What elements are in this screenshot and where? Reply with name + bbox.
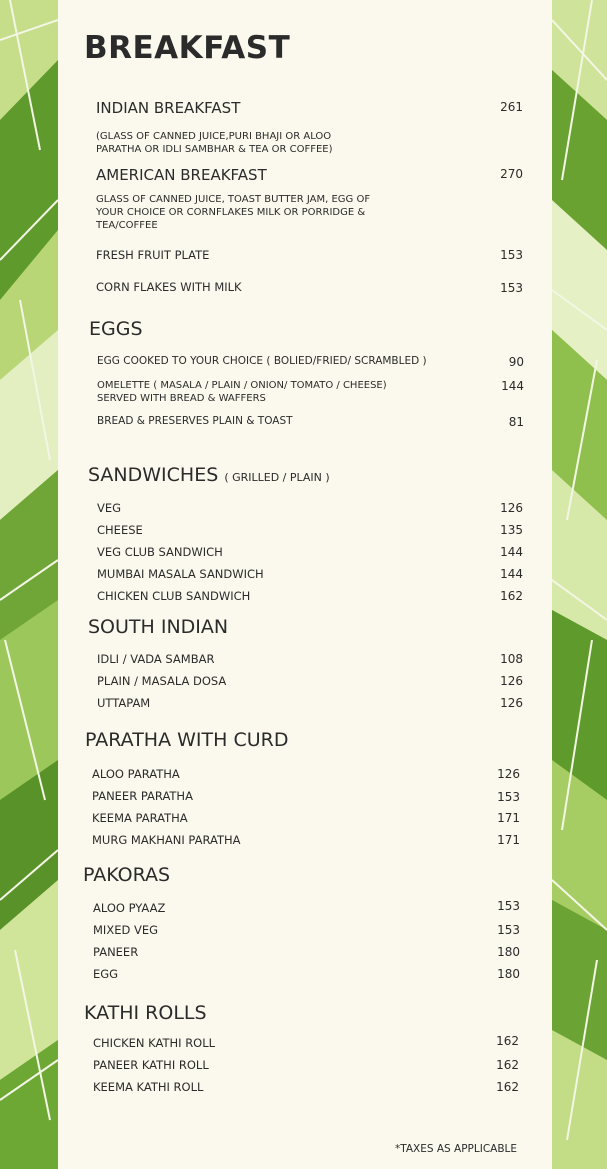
section-title-kathi-rolls: KATHI ROLLS: [84, 1002, 207, 1024]
list-item-price: 126: [497, 767, 520, 781]
list-item: VEG CLUB SANDWICH: [97, 545, 223, 559]
list-item: FRESH FRUIT PLATE: [96, 248, 210, 262]
list-item-price: 171: [497, 811, 520, 825]
list-item-price: 153: [500, 281, 523, 295]
list-item: ALOO PYAAZ: [93, 901, 166, 915]
indian-breakfast-price: 261: [500, 100, 523, 114]
list-item: CHEESE: [97, 523, 143, 537]
list-item: EGG COOKED TO YOUR CHOICE ( BOLIED/FRIED/ SCRAMBLED ): [97, 355, 427, 367]
list-item-price: 126: [500, 696, 523, 710]
american-breakfast-desc: GLASS OF CANNED JUICE, TOAST BUTTER JAM, EGG OF YOUR CHOICE OR CORNFLAKES MILK OR PORRIDGE & TEA/COFFEE: [96, 194, 371, 231]
section-title-sandwiches: [88, 464, 330, 486]
list-item-price: 126: [500, 501, 523, 515]
sandwiches-subtitle: ( GRILLED / PLAIN ): [224, 471, 330, 484]
leaf-border-left: [0, 0, 58, 1169]
list-item-price: 126: [500, 674, 523, 688]
list-item-price: 153: [497, 899, 520, 913]
section-title-south-indian: SOUTH INDIAN: [88, 616, 229, 638]
list-item: ALOO PARATHA: [92, 767, 180, 781]
list-item: CHICKEN KATHI ROLL: [93, 1036, 216, 1050]
section-title-paratha: PARATHA WITH CURD: [85, 729, 289, 751]
list-item: MUMBAI MASALA SANDWICH: [97, 567, 264, 581]
list-item: PLAIN / MASALA DOSA: [97, 674, 227, 688]
list-item-price: 162: [496, 1080, 519, 1094]
page-title: BREAKFAST: [84, 30, 291, 66]
list-item-price: 81: [508, 415, 524, 429]
list-item-price: 162: [500, 589, 523, 603]
list-item-price: 144: [500, 567, 523, 581]
list-item: MURG MAKHANI PARATHA: [92, 833, 241, 847]
list-item-price: 162: [496, 1034, 519, 1048]
list-item-price: 153: [500, 248, 523, 262]
list-item-price: 135: [500, 523, 523, 537]
american-breakfast-price: 270: [500, 167, 523, 181]
list-item: EGG: [93, 967, 119, 981]
list-item: MIXED VEG: [93, 923, 159, 937]
list-item: UTTAPAM: [97, 696, 151, 710]
list-item: PANEER: [93, 945, 139, 959]
sandwiches-title: SANDWICHES: [88, 464, 219, 486]
list-item-price: 162: [496, 1058, 519, 1072]
indian-breakfast-desc: (GLASS OF CANNED JUICE,PURI BHAJI OR ALOO PARATHA OR IDLI SAMBHAR & TEA OR COFFEE): [96, 131, 333, 155]
list-item: KEEMA PARATHA: [92, 811, 188, 825]
list-item: CORN FLAKES WITH MILK: [96, 280, 242, 294]
list-item-price: 108: [500, 652, 523, 666]
list-item-price: 90: [508, 355, 524, 369]
indian-breakfast-title: INDIAN BREAKFAST: [96, 99, 241, 117]
list-item: CHICKEN CLUB SANDWICH: [97, 589, 251, 603]
list-item: IDLI / VADA SAMBAR: [97, 652, 215, 666]
american-breakfast-title: AMERICAN BREAKFAST: [96, 166, 267, 184]
list-item-price: 180: [497, 967, 520, 981]
section-title-pakoras: PAKORAS: [83, 864, 171, 886]
section-title-eggs: EGGS: [89, 318, 143, 340]
list-item-price: 144: [501, 379, 524, 393]
list-item-price: 180: [497, 945, 520, 959]
leaf-border-right: [552, 0, 607, 1169]
list-item: VEG: [97, 501, 122, 515]
list-item: KEEMA KATHI ROLL: [93, 1080, 204, 1094]
list-item: PANEER KATHI ROLL: [93, 1058, 209, 1072]
list-item-price: 153: [497, 923, 520, 937]
tax-footnote: *TAXES AS APPLICABLE: [395, 1143, 518, 1155]
list-item-price: 144: [500, 545, 523, 559]
list-item: PANEER PARATHA: [92, 789, 193, 803]
list-item: OMELETTE ( MASALA / PLAIN / ONION/ TOMATO / CHEESE) SERVED WITH BREAD & WAFFERS: [97, 380, 387, 404]
list-item: BREAD & PRESERVES PLAIN & TOAST: [97, 415, 293, 427]
list-item-price: 153: [497, 790, 520, 804]
list-item-price: 171: [497, 833, 520, 847]
